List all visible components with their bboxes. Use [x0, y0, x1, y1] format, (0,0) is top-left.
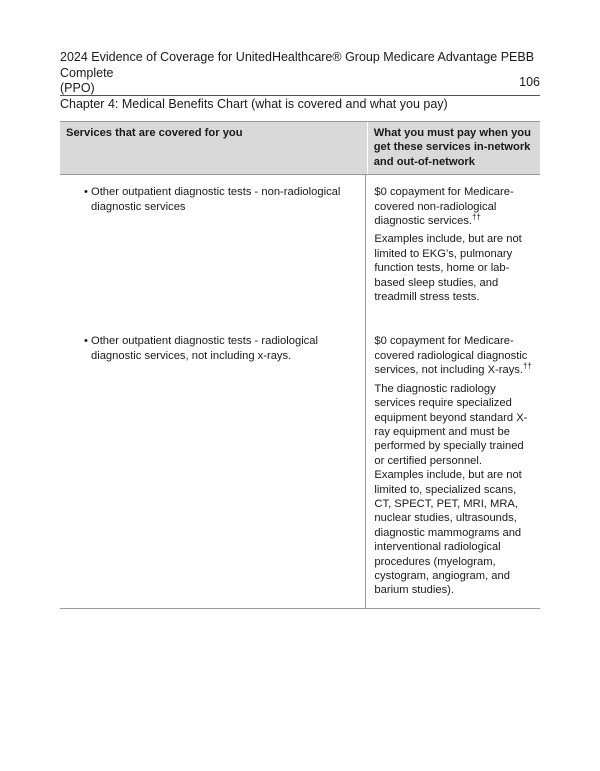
service-cell — [60, 175, 365, 324]
benefits-table — [60, 121, 540, 609]
cost-cell — [365, 175, 540, 324]
footnote-marker: †† — [472, 212, 481, 222]
header-divider — [60, 95, 540, 96]
service-bullet-item — [66, 334, 359, 363]
bullet-marker: • — [84, 335, 88, 348]
cost-summary — [374, 334, 534, 377]
service-bullet-item — [66, 185, 359, 214]
cost-cell — [365, 324, 540, 607]
header-chapter-line: Chapter 4: Medical Benefits Chart (what is covered and what you pay) — [60, 96, 448, 111]
cost-summary — [374, 185, 534, 228]
column-header-cost: What you must pay when you get these services in-network and out-of-network — [367, 122, 540, 174]
document-header — [60, 50, 540, 112]
service-description: Other outpatient diagnostic tests - non-radiological diagnostic services — [91, 186, 341, 213]
cost-details: The diagnostic radiology services require specialized equipment beyond standard X-ray equipment and must be performed by specially trained or certified personnel. Examples include, but are not limited to, specialized scans, CT, SPECT, PET, MRI, MRA, nuclear studies, ultrasounds, diagnostic mammograms and interventional radiological procedures (myelogram, cystogram, angiogram, and barium studies). — [374, 382, 528, 597]
service-description: Other outpatient diagnostic tests - radiological diagnostic services, not including x-rays. — [91, 335, 318, 362]
table-row — [60, 175, 540, 324]
footnote-marker: †† — [523, 361, 532, 371]
cost-summary-text: $0 copayment for Medicare-covered radiological diagnostic services, not including X-rays. — [374, 335, 528, 377]
column-header-services: Services that are covered for you — [66, 127, 243, 139]
cost-summary-text: $0 copayment for Medicare-covered non-radiological diagnostic services. — [374, 186, 514, 228]
table-header-row — [60, 121, 540, 175]
table-bottom-border — [60, 608, 540, 609]
page-number: 106 — [519, 75, 540, 89]
cost-details: Examples include, but are not limited to EKG’s, pulmonary function tests, home or lab-based sleep studies, and treadmill stress tests. — [374, 233, 522, 304]
header-title-line-2: (PPO) — [60, 81, 95, 95]
header-title-line-1: 2024 Evidence of Coverage for UnitedHealthcare® Group Medicare Advantage PEBB Complete — [60, 50, 535, 80]
table-row — [60, 324, 540, 607]
service-cell — [60, 324, 365, 607]
bullet-marker: • — [84, 186, 88, 199]
